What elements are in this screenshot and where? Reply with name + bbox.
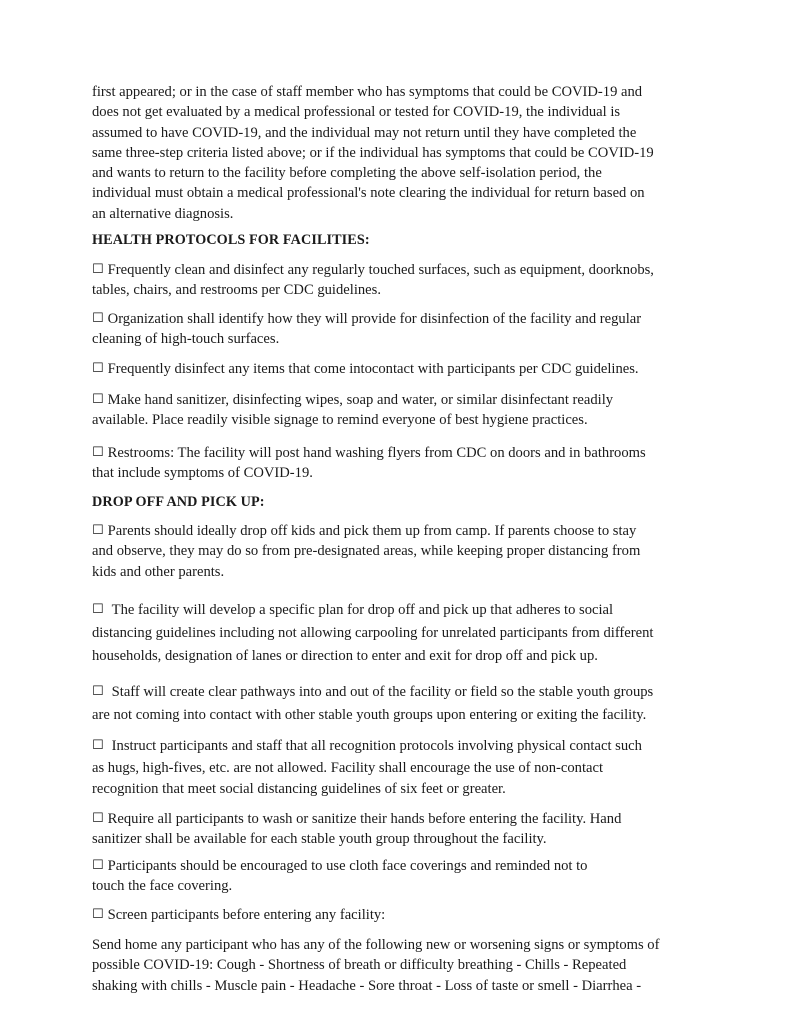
text-line: and wants to return to the facility before completing the above self-isolation period, the	[92, 165, 602, 182]
text-line	[92, 680, 712, 704]
text-line	[92, 598, 712, 622]
checklist-item	[92, 736, 712, 799]
item-text: Staff will create clear pathways into and out of the facility or field so the stable youth groups	[111, 684, 654, 700]
text-line	[92, 260, 712, 280]
health-protocols-heading: HEALTH PROTOCOLS FOR FACILITIES:	[92, 232, 370, 248]
checklist-item	[92, 260, 712, 301]
text-line: touch the face covering.	[92, 878, 233, 895]
text-line: that include symptoms of COVID-19.	[92, 465, 313, 482]
text-line	[92, 443, 712, 463]
checklist-item	[92, 809, 712, 850]
text-line: same three-step criteria listed above; or if the individual has symptoms that could be COVID-19	[92, 144, 654, 161]
checkbox-icon[interactable]: ☐	[92, 858, 104, 873]
checklist-item	[92, 359, 712, 379]
item-text: Parents should ideally drop off kids and pick them up from camp. If parents choose to stay	[107, 523, 637, 539]
text-line	[92, 736, 712, 756]
text-line: possible COVID-19: Cough - Shortness of breath or difficulty breathing - Chills - Repeated	[92, 957, 627, 974]
checkbox-icon[interactable]: ☐	[92, 738, 104, 753]
item-text: Make hand sanitizer, disinfecting wipes, soap and water, or similar disinfectant readily	[107, 392, 614, 408]
checklist-item	[92, 856, 712, 897]
text-line: households, designation of lanes or direction to enter and exit for drop off and pick up.	[92, 648, 598, 664]
item-text: Require all participants to wash or sanitize their hands before entering the facility. Hand	[107, 811, 622, 827]
checklist-item	[92, 390, 712, 431]
intro-paragraph	[92, 82, 712, 224]
text-line: Send home any participant who has any of the following new or worsening signs or symptoms of	[92, 937, 660, 953]
text-line: as hugs, high-fives, etc. are not allowed. Facility shall encourage the use of non-contact	[92, 760, 604, 777]
checkbox-icon[interactable]: ☐	[92, 262, 104, 277]
item-text: Restrooms: The facility will post hand washing flyers from CDC on doors and in bathrooms	[107, 445, 646, 461]
item-text: The facility will develop a specific plan for drop off and pick up that adheres to social	[111, 602, 614, 618]
drop-off-heading: DROP OFF AND PICK UP:	[92, 494, 265, 510]
text-line	[92, 309, 712, 329]
checklist-item	[92, 443, 712, 484]
text-line	[92, 521, 712, 541]
send-home-paragraph	[92, 935, 712, 996]
checkbox-icon[interactable]: ☐	[92, 361, 104, 376]
text-line	[92, 856, 712, 876]
item-text: Instruct participants and staff that all recognition protocols involving physical contact such	[111, 738, 642, 754]
checkbox-icon[interactable]: ☐	[92, 445, 104, 460]
item-text: Organization shall identify how they will provide for disinfection of the facility and regular	[107, 311, 642, 327]
item-text: Screen participants before entering any facility:	[107, 907, 386, 923]
checklist-item	[92, 905, 712, 925]
checkbox-icon[interactable]: ☐	[92, 311, 104, 326]
checkbox-icon[interactable]: ☐	[92, 811, 104, 826]
text-line: available. Place readily visible signage to remind everyone of best hygiene practices.	[92, 412, 588, 429]
text-line: cleaning of high-touch surfaces.	[92, 331, 280, 348]
text-line: recognition that meet social distancing guidelines of six feet or greater.	[92, 780, 506, 797]
text-line: sanitizer shall be available for each stable youth group throughout the facility.	[92, 831, 547, 848]
checklist-item	[92, 309, 712, 350]
checklist-item	[92, 521, 712, 582]
text-line: and observe, they may do so from pre-designated areas, while keeping proper distancing from	[92, 543, 641, 560]
text-line: tables, chairs, and restrooms per CDC guidelines.	[92, 282, 381, 299]
text-line: shaking with chills - Muscle pain - Headache - Sore throat - Loss of taste or smell - Diarrhea -	[92, 977, 642, 994]
checkbox-icon[interactable]: ☐	[92, 907, 104, 922]
text-line	[92, 359, 712, 379]
text-line: individual must obtain a medical professional's note clearing the individual for return based on	[92, 185, 645, 202]
text-line: kids and other parents.	[92, 563, 225, 580]
checkbox-icon[interactable]: ☐	[92, 684, 104, 699]
text-line: first appeared; or in the case of staff member who has symptoms that could be COVID-19 and	[92, 84, 643, 100]
text-line: an alternative diagnosis.	[92, 205, 234, 222]
checkbox-icon[interactable]: ☐	[92, 392, 104, 407]
text-line	[92, 390, 712, 410]
text-line: assumed to have COVID-19, and the individual may not return until they have completed the	[92, 124, 637, 141]
item-text: Frequently disinfect any items that come intocontact with participants per CDC guidelines.	[107, 361, 639, 377]
item-text: Participants should be encouraged to use cloth face coverings and reminded not to	[107, 858, 588, 874]
text-line: distancing guidelines including not allowing carpooling for unrelated participants from different	[92, 625, 654, 641]
text-line: are not coming into contact with other stable youth groups upon entering or exiting the facility.	[92, 707, 647, 723]
text-line	[92, 809, 712, 829]
checkbox-icon[interactable]: ☐	[92, 523, 104, 538]
item-text: Frequently clean and disinfect any regularly touched surfaces, such as equipment, doorknobs,	[107, 262, 654, 278]
text-line	[92, 905, 712, 925]
checklist-item	[92, 680, 712, 727]
checkbox-icon[interactable]: ☐	[92, 602, 104, 617]
checklist-item	[92, 598, 712, 668]
text-line: does not get evaluated by a medical professional or tested for COVID-19, the individual is	[92, 104, 621, 121]
